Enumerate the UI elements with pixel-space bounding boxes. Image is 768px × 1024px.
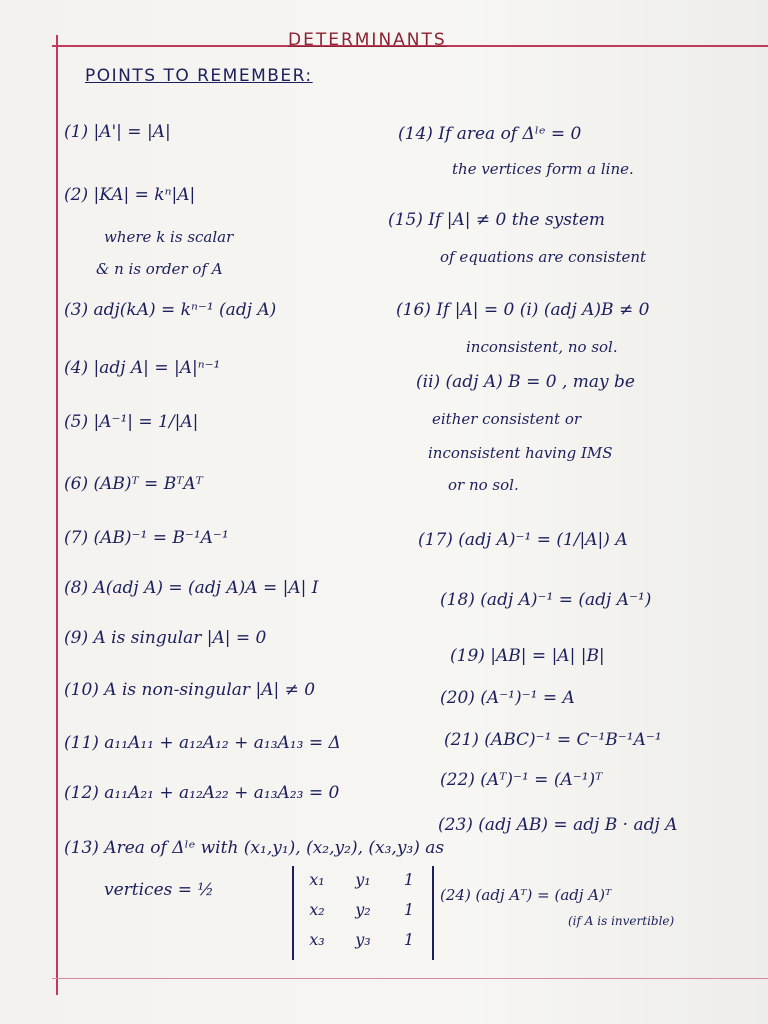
right-item-24: (24) (adj Aᵀ) = (adj A)ᵀ [440, 886, 612, 904]
determinant-cell: x₁ [309, 870, 325, 889]
determinant-cell: 1 [403, 930, 415, 949]
left-item-3: (3) adj(kA) = kⁿ⁻¹ (adj A) [64, 300, 277, 320]
left-item-2-note-a: where k is scalar [104, 228, 234, 246]
determinant-cell: x₃ [309, 930, 325, 949]
left-item-13: (13) Area of Δˡᵉ with (x₁,y₁), (x₂,y₂), (x₃,y₃) as [64, 838, 445, 858]
page-title: DETERMINANTS [288, 30, 447, 50]
determinant-cell: x₂ [309, 900, 325, 919]
right-item-23: (23) (adj AB) = adj B · adj A [438, 815, 678, 835]
left-item-2-note-b: & n is order of A [96, 260, 223, 278]
section-heading: POINTS TO REMEMBER: [85, 66, 313, 86]
right-item-15: (15) If |A| ≠ 0 the system [388, 210, 606, 230]
right-item-14-cont: the vertices form a line. [452, 160, 634, 178]
right-item-16-ii-line-3: inconsistent having IMS [428, 444, 613, 462]
determinant-cell: y₁ [355, 870, 371, 889]
determinant-row-3 [294, 930, 432, 949]
bottom-margin-rule [52, 978, 768, 979]
left-item-8: (8) A(adj A) = (adj A)A = |A| I [64, 578, 319, 598]
left-item-1: (1) |A'| = |A| [64, 122, 171, 142]
right-item-21: (21) (ABC)⁻¹ = C⁻¹B⁻¹A⁻¹ [444, 730, 662, 750]
left-item-4: (4) |adj A| = |A|ⁿ⁻¹ [64, 358, 221, 378]
right-item-16-i-result: inconsistent, no sol. [466, 338, 618, 356]
right-item-15-cont: of equations are consistent [440, 248, 647, 266]
left-item-11: (11) a₁₁A₁₁ + a₁₂A₁₂ + a₁₃A₁₃ = Δ [64, 733, 341, 753]
left-item-9: (9) A is singular |A| = 0 [64, 628, 267, 648]
right-item-16-ii-line-4: or no sol. [448, 476, 519, 494]
left-item-2: (2) |KA| = kⁿ|A| [64, 185, 196, 205]
right-item-18: (18) (adj A)⁻¹ = (adj A⁻¹) [440, 590, 652, 610]
right-item-24-note: (if A is invertible) [568, 914, 675, 928]
right-item-17: (17) (adj A)⁻¹ = (1/|A|) A [418, 530, 628, 550]
right-item-16: (16) If |A| = 0 (i) (adj A)B ≠ 0 [396, 300, 650, 320]
right-item-20: (20) (A⁻¹)⁻¹ = A [440, 688, 575, 708]
determinant-cell: y₃ [355, 930, 371, 949]
left-margin-rule [56, 35, 58, 995]
left-item-6: (6) (AB)ᵀ = BᵀAᵀ [64, 474, 203, 494]
left-item-13-vertices: vertices = ½ [104, 880, 214, 900]
determinant-cell: y₂ [355, 900, 371, 919]
determinant-row-2 [294, 900, 432, 919]
area-determinant [292, 866, 434, 960]
determinant-cell: 1 [403, 900, 415, 919]
right-item-16-ii-line-2: either consistent or [432, 410, 582, 428]
right-item-16-ii: (ii) (adj A) B = 0 , may be [416, 372, 635, 392]
determinant-cell: 1 [403, 870, 415, 889]
determinant-row-1 [294, 870, 432, 889]
right-item-14: (14) If area of Δˡᵉ = 0 [398, 124, 582, 144]
left-item-7: (7) (AB)⁻¹ = B⁻¹A⁻¹ [64, 528, 229, 548]
left-item-12: (12) a₁₁A₂₁ + a₁₂A₂₂ + a₁₃A₂₃ = 0 [64, 783, 340, 803]
left-item-10: (10) A is non-singular |A| ≠ 0 [64, 680, 316, 700]
left-item-5: (5) |A⁻¹| = 1/|A| [64, 412, 199, 432]
right-item-19: (19) |AB| = |A| |B| [450, 646, 605, 666]
right-item-22: (22) (Aᵀ)⁻¹ = (A⁻¹)ᵀ [440, 770, 603, 790]
